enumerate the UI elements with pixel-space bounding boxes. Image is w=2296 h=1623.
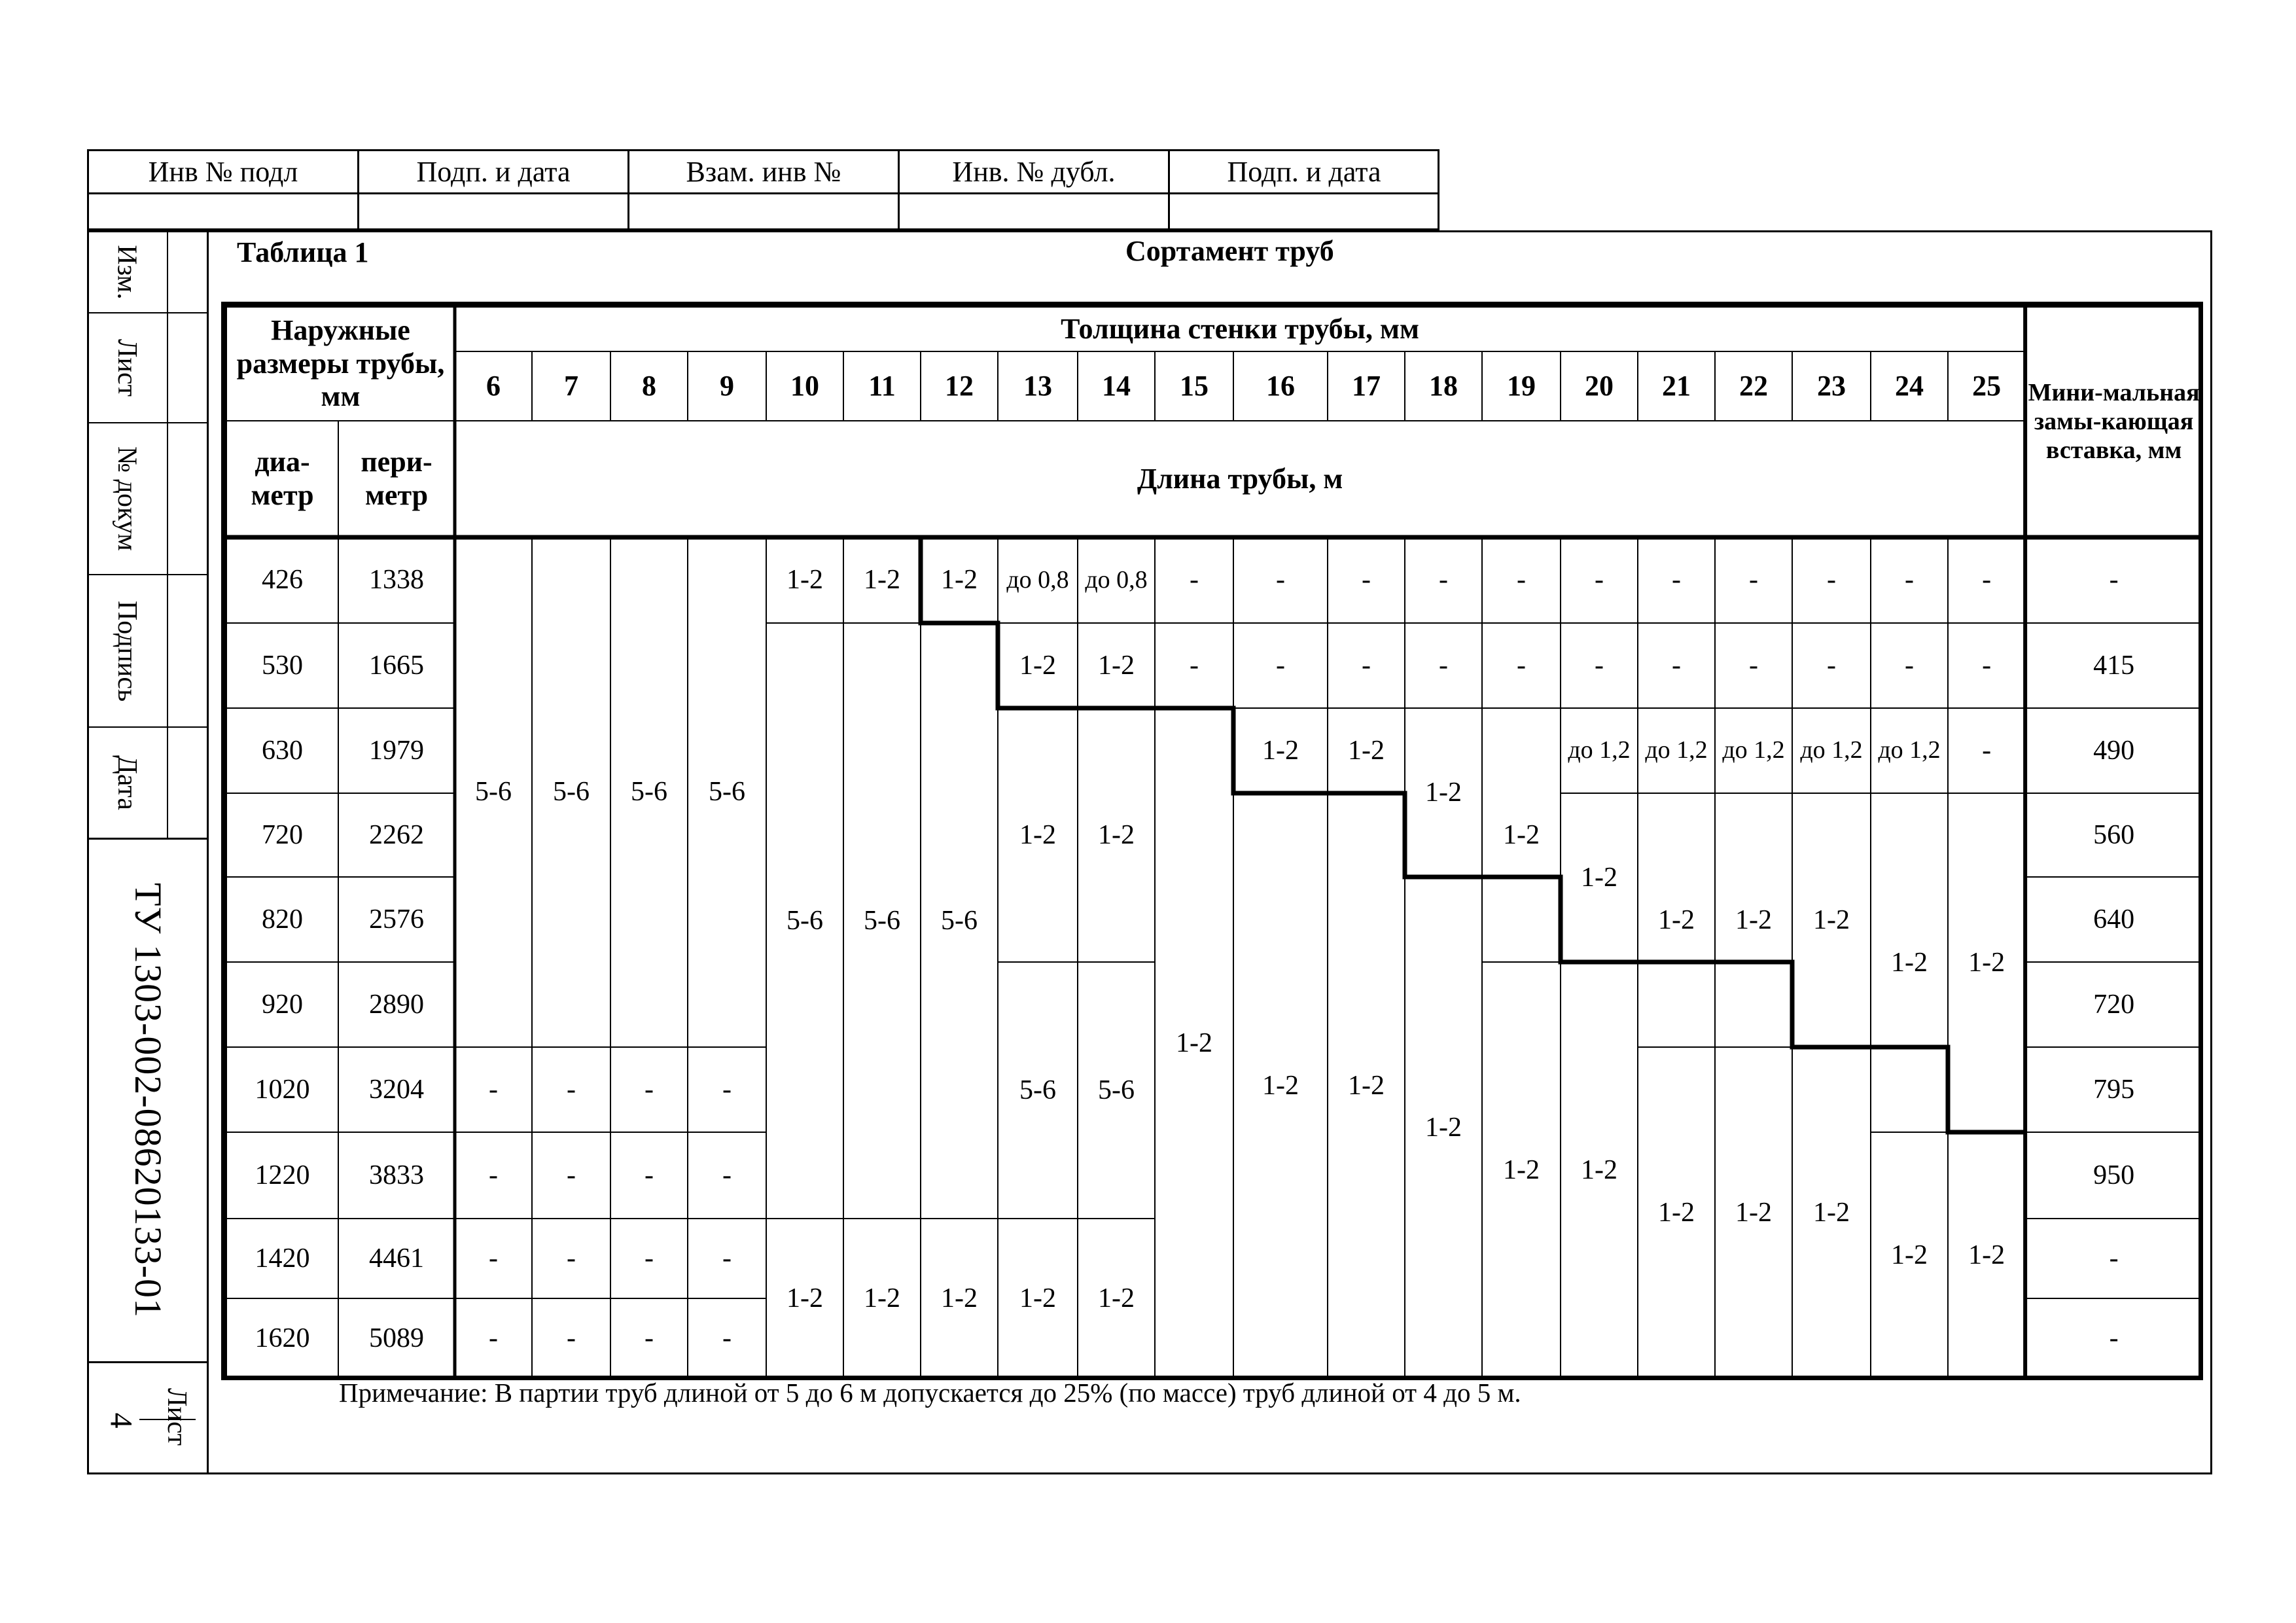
perimeter-cell: 2262 [338, 793, 455, 877]
length-cell: 1-2 [1871, 793, 1948, 1132]
diameter-cell: 920 [226, 962, 338, 1047]
length-cell: - [1715, 537, 1792, 623]
thickness-header: 11 [843, 351, 921, 421]
stamp-inv-orig: Инв № подл [148, 156, 298, 188]
length-cell: - [1792, 623, 1871, 708]
length-cell: - [610, 1047, 688, 1132]
header-perimeter: пери-метр [338, 421, 455, 537]
length-cell: 1-2 [1792, 1047, 1871, 1379]
min-insert-cell: - [2025, 537, 2202, 623]
thickness-header: 24 [1871, 351, 1948, 421]
length-cell: 1-2 [1233, 708, 1328, 793]
length-cell: - [1155, 623, 1233, 708]
side-label-doc: № докум [112, 446, 142, 551]
stamp-sign-date-1: Подп. и дата [416, 156, 571, 188]
length-cell: 1-2 [1638, 1047, 1715, 1379]
thickness-header: 25 [1948, 351, 2025, 421]
thickness-header: 16 [1233, 351, 1328, 421]
thickness-header: 13 [998, 351, 1078, 421]
min-insert-cell: 795 [2025, 1047, 2202, 1132]
length-cell: 1-2 [921, 537, 998, 623]
length-cell: 1-2 [1561, 962, 1638, 1379]
min-insert-cell: 415 [2025, 623, 2202, 708]
stamp-replace-inv: Взам. инв № [686, 156, 841, 188]
perimeter-cell: 2576 [338, 877, 455, 962]
length-cell: 1-2 [1328, 793, 1405, 1379]
length-cell: до 1,2 [1561, 708, 1638, 793]
length-cell: 5-6 [1078, 962, 1155, 1219]
thickness-header: 21 [1638, 351, 1715, 421]
length-cell: 1-2 [1948, 1132, 2025, 1379]
length-cell: до 1,2 [1871, 708, 1948, 793]
thickness-header: 23 [1792, 351, 1871, 421]
table-note: Примечание: В партии труб длиной от 5 до 6 м допускается до 25% (по массе) труб длиной от 4 до 5 м. [339, 1378, 1521, 1408]
length-cell: 5-6 [766, 623, 843, 1219]
length-cell: - [1638, 623, 1715, 708]
length-cell: 1-2 [843, 1219, 921, 1379]
header-diameter: диа-метр [226, 421, 338, 537]
length-cell: 1-2 [1715, 793, 1792, 1047]
length-cell: 1-2 [921, 1219, 998, 1379]
thickness-header: 9 [688, 351, 766, 421]
length-cell: - [688, 1298, 766, 1379]
length-cell: 1-2 [766, 537, 843, 623]
thickness-header: 12 [921, 351, 998, 421]
length-cell: до 1,2 [1715, 708, 1792, 793]
length-cell: - [1871, 537, 1948, 623]
length-cell: - [532, 1219, 610, 1298]
min-insert-cell: 720 [2025, 962, 2202, 1047]
length-cell: 1-2 [1638, 793, 1715, 1047]
length-cell: - [1482, 537, 1561, 623]
length-cell: 1-2 [1405, 877, 1482, 1379]
perimeter-cell: 5089 [338, 1298, 455, 1379]
length-cell: - [1948, 708, 2025, 793]
length-cell: - [455, 1219, 532, 1298]
length-cell: 1-2 [998, 1219, 1078, 1379]
length-cell: 5-6 [843, 623, 921, 1219]
thickness-header: 19 [1482, 351, 1561, 421]
length-cell: 1-2 [1715, 1047, 1792, 1379]
length-cell: 1-2 [1078, 1219, 1155, 1379]
header-outer-sizes: Наружные размеры трубы, мм [226, 307, 455, 421]
sheet-label: Лист [162, 1388, 192, 1446]
length-cell: 1-2 [998, 623, 1078, 708]
length-cell: 1-2 [1871, 1132, 1948, 1379]
length-cell: - [1328, 537, 1405, 623]
perimeter-cell: 4461 [338, 1219, 455, 1298]
length-cell: - [532, 1132, 610, 1219]
diameter-cell: 426 [226, 537, 338, 623]
diameter-cell: 1620 [226, 1298, 338, 1379]
length-cell: - [1328, 623, 1405, 708]
diameter-cell: 1420 [226, 1219, 338, 1298]
min-insert-cell: 560 [2025, 793, 2202, 877]
length-cell: 1-2 [1078, 708, 1155, 962]
length-cell: - [1948, 537, 2025, 623]
length-cell: - [688, 1047, 766, 1132]
length-cell: - [688, 1219, 766, 1298]
length-cell: 1-2 [1233, 793, 1328, 1379]
table-title: Сортамент труб [1125, 235, 1334, 267]
perimeter-cell: 1979 [338, 708, 455, 793]
length-cell: 5-6 [688, 537, 766, 1047]
thickness-header: 20 [1561, 351, 1638, 421]
length-cell: 1-2 [998, 708, 1078, 962]
length-cell: - [1405, 623, 1482, 708]
min-insert-cell: 490 [2025, 708, 2202, 793]
table-caption: Таблица 1 [237, 236, 369, 268]
side-label-sign: Подпись [112, 600, 142, 702]
thickness-header: 6 [455, 351, 532, 421]
diameter-cell: 720 [226, 793, 338, 877]
length-cell: до 0,8 [998, 537, 1078, 623]
length-cell: 1-2 [1328, 708, 1405, 793]
diameter-cell: 630 [226, 708, 338, 793]
length-cell: - [1871, 623, 1948, 708]
side-label-list: Лист [112, 339, 142, 397]
side-label-izm: Изм. [112, 245, 142, 300]
length-cell: - [1233, 623, 1328, 708]
perimeter-cell: 3833 [338, 1132, 455, 1219]
diameter-cell: 820 [226, 877, 338, 962]
length-cell: - [455, 1047, 532, 1132]
length-cell: 5-6 [455, 537, 532, 1047]
length-cell: 1-2 [1482, 708, 1561, 962]
thickness-header: 10 [766, 351, 843, 421]
length-cell: - [532, 1047, 610, 1132]
length-cell: - [1233, 537, 1328, 623]
perimeter-cell: 1665 [338, 623, 455, 708]
min-insert-cell: 640 [2025, 877, 2202, 962]
perimeter-cell: 3204 [338, 1047, 455, 1132]
length-cell: - [610, 1132, 688, 1219]
length-cell: 5-6 [921, 623, 998, 1219]
length-cell: - [455, 1132, 532, 1219]
header-wall-thickness: Толщина стенки трубы, мм [455, 307, 2025, 351]
min-insert-cell: 950 [2025, 1132, 2202, 1219]
length-cell: 1-2 [843, 537, 921, 623]
length-cell: - [1792, 537, 1871, 623]
thickness-header: 8 [610, 351, 688, 421]
length-cell: 1-2 [766, 1219, 843, 1379]
diameter-cell: 530 [226, 623, 338, 708]
length-cell: - [1715, 623, 1792, 708]
length-cell: - [1405, 537, 1482, 623]
diameter-cell: 1020 [226, 1047, 338, 1132]
diameter-cell: 1220 [226, 1132, 338, 1219]
thickness-header: 14 [1078, 351, 1155, 421]
stamp-inv-dup: Инв. № дубл. [952, 156, 1116, 188]
length-cell: 1-2 [1155, 708, 1233, 1379]
perimeter-cell: 2890 [338, 962, 455, 1047]
length-cell: - [455, 1298, 532, 1379]
length-cell: 5-6 [610, 537, 688, 1047]
length-cell: 1-2 [1078, 623, 1155, 708]
length-cell: до 1,2 [1792, 708, 1871, 793]
length-cell: - [1561, 623, 1638, 708]
length-cell: до 1,2 [1638, 708, 1715, 793]
length-cell: 1-2 [1405, 708, 1482, 877]
pipe-range-table [221, 302, 2203, 1380]
length-cell: 1-2 [1482, 962, 1561, 1379]
min-insert-cell: - [2025, 1219, 2202, 1298]
min-insert-cell: - [2025, 1298, 2202, 1379]
stamp-sign-date-2: Подп. и дата [1227, 156, 1381, 188]
length-cell: - [532, 1298, 610, 1379]
thickness-header: 7 [532, 351, 610, 421]
doc-code: ТУ 1303-002-08620133-01 [126, 883, 169, 1318]
sheet-number: 4 [103, 1412, 139, 1428]
side-label-date: Дата [112, 755, 142, 810]
header-min-insert: Мини-мальная замы-кающая вставка, мм [2025, 307, 2202, 537]
length-cell: - [610, 1298, 688, 1379]
length-cell: - [1155, 537, 1233, 623]
length-cell: 1-2 [1948, 793, 2025, 1132]
thickness-header: 18 [1405, 351, 1482, 421]
length-cell: 5-6 [998, 962, 1078, 1219]
header-length: Длина трубы, м [455, 421, 2025, 537]
length-cell: до 0,8 [1078, 537, 1155, 623]
thickness-header: 17 [1328, 351, 1405, 421]
length-cell: 1-2 [1792, 793, 1871, 1047]
thickness-header: 22 [1715, 351, 1792, 421]
length-cell: - [1638, 537, 1715, 623]
length-cell: - [1561, 537, 1638, 623]
length-cell: 1-2 [1561, 793, 1638, 962]
length-cell: - [1948, 623, 2025, 708]
thickness-header: 15 [1155, 351, 1233, 421]
length-cell: - [1482, 623, 1561, 708]
length-cell: 5-6 [532, 537, 610, 1047]
perimeter-cell: 1338 [338, 537, 455, 623]
length-cell: - [688, 1132, 766, 1219]
length-cell: - [610, 1219, 688, 1298]
